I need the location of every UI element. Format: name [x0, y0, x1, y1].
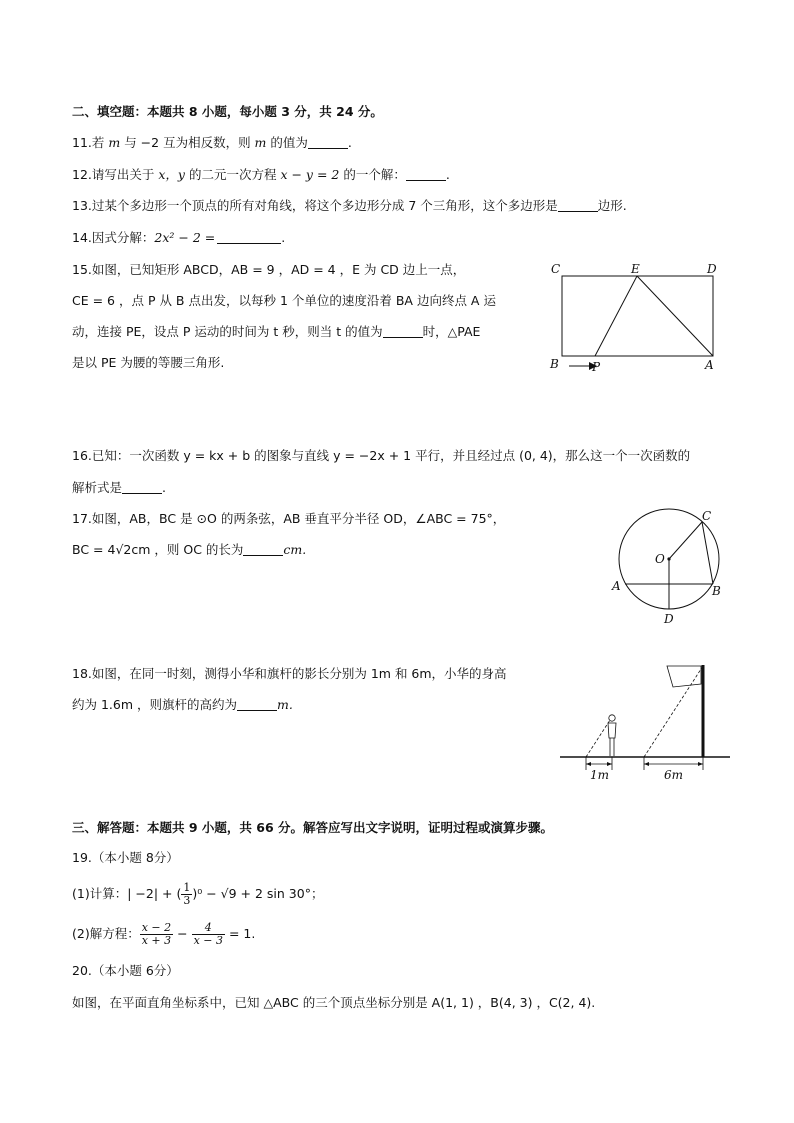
q17-line-1: 17.如图，AB，BC 是 ⊙O 的两条弦，AB 垂直平分半径 OD，∠ABC = 75°，: [72, 511, 506, 526]
q20-title: 20.（本小题 6分）: [72, 963, 179, 978]
q12-answer-blank[interactable]: [406, 168, 446, 181]
q18-flagpole-figure: [555, 660, 730, 785]
question-14: [72, 230, 285, 246]
dim-6m-arrow-right: [698, 762, 703, 766]
dim-1m-arrow-right: [607, 762, 612, 766]
q15-line-3: [72, 324, 480, 340]
q18-line-2a: 约为 1.6m ，则旗杆的高约为: [72, 697, 238, 712]
q19-fraction-1: $\frac{x - 2}{x + 3}$: [141, 921, 172, 947]
q15-line-4: 是以 PE 为腰的等腰三角形.: [72, 355, 225, 370]
segment-ea: [637, 276, 713, 356]
q12-text-b: 的二元一次方程: [184, 167, 281, 182]
q11-var-m1: m: [108, 135, 121, 150]
q19-title: 19.（本小题 8分）: [72, 850, 179, 865]
center-point: [667, 557, 670, 560]
q12-equation: x − y = 2: [280, 167, 340, 182]
q19-part-1: [72, 880, 323, 908]
q16-line-2a: 解析式是: [72, 480, 123, 495]
q11-answer-blank[interactable]: [308, 136, 348, 149]
q19-fraction-2: $\frac{4}{x - 3}$: [193, 921, 223, 947]
segment-ep: [595, 276, 637, 356]
q17-line-2: [72, 542, 306, 558]
rectangle-abcd: [562, 276, 713, 356]
label-e: E: [631, 262, 640, 276]
q13-text-b: 边形.: [597, 198, 627, 213]
q12-vars: x，y: [158, 167, 185, 182]
q18-answer-blank[interactable]: [237, 698, 277, 711]
label-1m: 1m: [590, 768, 610, 782]
question-11: [72, 135, 352, 151]
q18-line-2: [72, 697, 293, 713]
q11-var-m2: m: [254, 135, 267, 150]
q19-part2-b: = 1.: [224, 926, 256, 941]
section3-header: 三、解答题：本题共 9 小题，共 66 分。解答应写出文字说明，证明过程或演算步骤。: [72, 820, 554, 835]
q16-line-1: 16.已知：一次函数 y = kx + b 的图象与直线 y = −2x + 1 平行，并且经过点 (0, 4)，那么这一个一次函数的: [72, 448, 691, 463]
q11-text-b: 与 −2 互为相反数，则: [120, 135, 255, 150]
q18-line-1: 18.如图，在同一时刻，测得小华和旗杆的影长分别为 1m 和 6m，小华的身高: [72, 666, 507, 681]
q19-fraction-one-third: $\frac{1}{3}$: [183, 881, 191, 907]
q16-line-2: [72, 480, 166, 496]
question-12: [72, 167, 450, 183]
q17-line-2a: BC = 4√2cm ，则 OC 的长为: [72, 542, 244, 557]
q14-end: .: [281, 230, 286, 245]
label-d: D: [664, 612, 674, 626]
label-a: A: [612, 579, 621, 593]
label-p: P: [592, 360, 601, 374]
chord-bc: [702, 522, 713, 584]
q17-answer-blank[interactable]: [243, 543, 283, 556]
q17-unit: cm.: [283, 542, 307, 557]
q13-answer-blank[interactable]: [558, 199, 598, 212]
q15-line-3b: 时，△PAE: [422, 324, 481, 339]
label-a: A: [705, 358, 714, 372]
q15-line-3a: 动，连接 PE，设点 P 运动的时间为 t 秒，则当 t 的值为: [72, 324, 383, 339]
q14-text-a: 14.因式分解：: [72, 230, 155, 245]
q16-end: .: [162, 480, 166, 495]
q11-end: .: [347, 135, 352, 150]
label-c: C: [702, 509, 712, 523]
q12-text-c: 的一个解：: [339, 167, 406, 182]
q11-text-c: 的值为: [266, 135, 308, 150]
q14-expression: 2x² − 2 =: [154, 230, 216, 245]
q18-unit: m.: [277, 697, 293, 712]
radius-oc: [669, 522, 702, 559]
q15-line-1: 15.如图，已知矩形 ABCD，AB = 9 ，AD = 4 ，E 为 CD 边上一点，: [72, 262, 466, 277]
label-d: D: [707, 262, 717, 276]
q16-answer-blank[interactable]: [122, 481, 162, 494]
q11-text-a: 11.若: [72, 135, 109, 150]
label-b: B: [550, 357, 559, 371]
q13-text-a: 13.过某个多边形一个顶点的所有对角线，将这个多边形分成 7 个三角形，这个多边形是: [72, 198, 558, 213]
q19-minus: −: [173, 926, 192, 941]
q15-rectangle-figure: [545, 258, 730, 376]
q15-answer-blank[interactable]: [383, 325, 423, 338]
label-o: O: [655, 552, 665, 566]
label-b: B: [712, 584, 721, 598]
q12-text-a: 12.请写出关于: [72, 167, 159, 182]
q20-line-1: 如图，在平面直角坐标系中，已知 △ABC 的三个顶点坐标分别是 A(1, 1) ，B(4, 3) ，C(2, 4).: [72, 995, 596, 1010]
q19-part1-b: )⁰ − √9 + 2 sin 30°；: [192, 886, 324, 901]
q19-part2-a: (2)解方程：: [72, 926, 140, 941]
dim-1m-arrow-left: [586, 762, 591, 766]
dim-6m-arrow-left: [644, 762, 649, 766]
section2-header: 二、填空题：本题共 8 小题，每小题 3 分，共 24 分。: [72, 104, 383, 119]
q14-answer-blank[interactable]: [217, 231, 281, 244]
q19-part1-a: (1)计算：| −2| + (: [72, 886, 182, 901]
q19-part-2: [72, 920, 255, 948]
label-c: C: [551, 262, 561, 276]
question-13: [72, 198, 627, 214]
q12-end: .: [445, 167, 450, 182]
q15-line-2: CE = 6 ，点 P 从 B 点出发，以每秒 1 个单位的速度沿着 BA 边向终点 A 运: [72, 293, 496, 308]
label-6m: 6m: [664, 768, 684, 782]
q17-circle-figure: [605, 505, 735, 630]
